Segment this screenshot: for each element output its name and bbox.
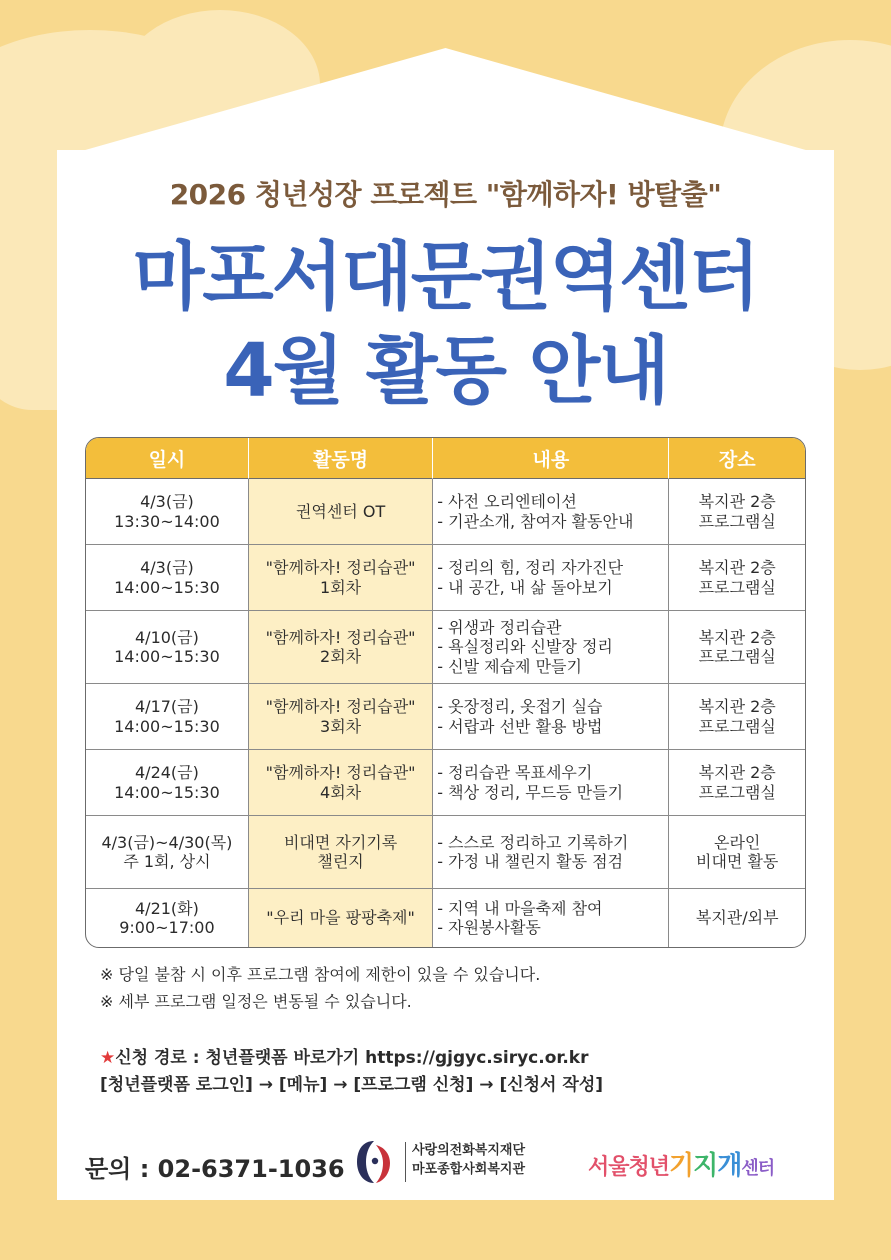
logo-divider [405, 1142, 406, 1182]
place-cell: 복지관 2층 프로그램실 [669, 750, 805, 816]
center-logo-part: 서울청년 [588, 1155, 670, 1180]
center-logo-part: 기 [669, 1151, 694, 1181]
poster-title-line1: 마포서대문권역센터 [132, 234, 759, 320]
center-logo-part: 개 [717, 1151, 742, 1181]
place-cell: 복지관 2층 프로그램실 [669, 545, 805, 611]
table-row [86, 545, 805, 611]
activity-cell: 비대면 자기기록 챌린지 [249, 816, 433, 889]
place-cell: 복지관 2층 프로그램실 [669, 611, 805, 684]
content-cell: - 정리의 힘, 정리 자가진단 - 내 공간, 내 삶 돌아보기 [433, 545, 669, 611]
star-icon: ★ [100, 1048, 116, 1068]
date-cell: 4/3(금) 13:30~14:00 [86, 479, 249, 545]
date-cell: 4/3(금) 14:00~15:30 [86, 545, 249, 611]
notice-line: ※ 세부 프로그램 일정은 변동될 수 있습니다. [100, 992, 412, 1011]
column-header-content: 내용 [433, 438, 669, 479]
poster-subtitle: 2026 청년성장 프로젝트 "함께하자! 방탈출" [169, 178, 722, 211]
activity-cell: "우리 마을 팡팡축제" [249, 889, 433, 947]
apply-path-line [100, 1043, 589, 1068]
content-cell: - 스스로 정리하고 기록하기 - 가정 내 챌린지 활동 점검 [433, 816, 669, 889]
date-cell: 4/10(금) 14:00~15:30 [86, 611, 249, 684]
content-cell: - 옷장정리, 옷접기 실습 - 서랍과 선반 활용 방법 [433, 684, 669, 750]
table-row [86, 611, 805, 684]
table-row [86, 750, 805, 816]
activity-cell: 권역센터 OT [249, 479, 433, 545]
schedule-table [85, 437, 806, 948]
activity-cell: "함께하자! 정리습관" 4회차 [249, 750, 433, 816]
notice-line: ※ 당일 불참 시 이후 프로그램 참여에 제한이 있을 수 있습니다. [100, 965, 541, 984]
table-row [86, 816, 805, 889]
content-cell: - 정리습관 목표세우기 - 책상 정리, 무드등 만들기 [433, 750, 669, 816]
activity-cell: "함께하자! 정리습관" 2회차 [249, 611, 433, 684]
activity-cell: "함께하자! 정리습관" 1회차 [249, 545, 433, 611]
center-logo-part: 지 [693, 1151, 718, 1181]
activity-cell: "함께하자! 정리습관" 3회차 [249, 684, 433, 750]
table-row [86, 889, 805, 947]
table-header-row [86, 438, 805, 479]
organization-name: 사랑의전화복지재단 마포종합사회복지관 [412, 1143, 526, 1177]
poster-title-line2: 4월 활동 안내 [223, 328, 668, 414]
foundation-logo-icon [354, 1137, 394, 1187]
column-header-activity: 활동명 [249, 438, 433, 479]
date-cell: 4/17(금) 14:00~15:30 [86, 684, 249, 750]
column-header-place: 장소 [669, 438, 805, 479]
column-header-date: 일시 [86, 438, 249, 479]
place-cell: 복지관/외부 [695, 908, 779, 928]
date-cell: 4/21(화) 9:00~17:00 [86, 889, 249, 947]
place-cell: 복지관 2층 프로그램실 [669, 684, 805, 750]
apply-path-text: 신청 경로 : 청년플랫폼 바로가기 https://gjgyc.siryc.or.kr [115, 1048, 589, 1068]
center-logo [588, 1145, 774, 1182]
place-cell: 온라인 비대면 활동 [669, 816, 805, 889]
content-cell: - 위생과 정리습관 - 욕실정리와 신발장 정리 - 신발 제습제 만들기 [433, 611, 669, 684]
table-row [86, 684, 805, 750]
date-cell: 4/3(금)~4/30(목) 주 1회, 상시 [86, 816, 249, 889]
date-cell: 4/24(금) 14:00~15:30 [86, 750, 249, 816]
center-logo-part: 센터 [741, 1158, 775, 1179]
table-row [86, 479, 805, 545]
contact-phone: 문의 : 02-6371-1036 [85, 1155, 345, 1183]
place-cell: 복지관 2층 프로그램실 [669, 479, 805, 545]
content-cell: - 지역 내 마을축제 참여 - 자원봉사활동 [433, 889, 669, 947]
apply-steps-line: [청년플랫폼 로그인] → [메뉴] → [프로그램 신청] → [신청서 작성] [100, 1075, 604, 1095]
content-cell: - 사전 오리엔테이션 - 기관소개, 참여자 활동안내 [433, 479, 669, 545]
